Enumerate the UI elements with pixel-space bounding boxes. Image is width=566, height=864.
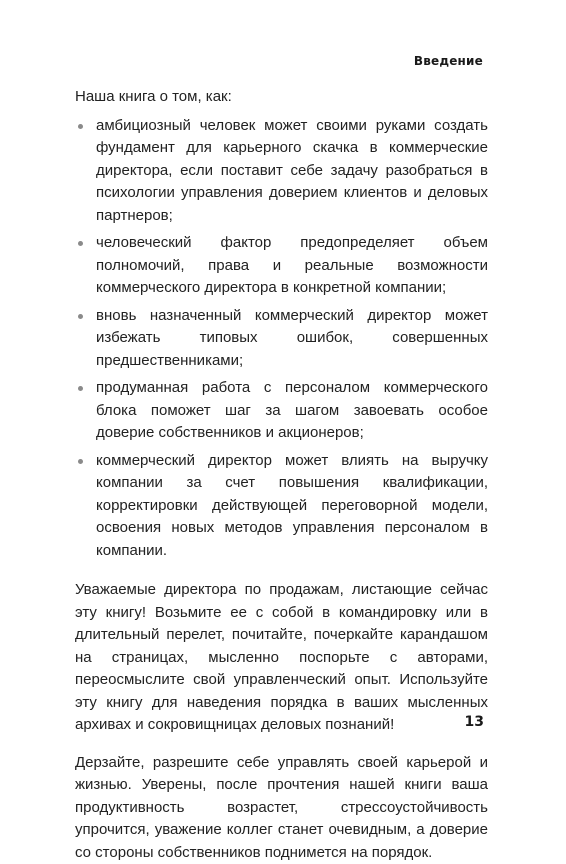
paragraph: Уважаемые директора по продажам, листающие сейчас эту книгу! Возьмите ее с собой в командировку или в длительный перелет, почитайте, почеркайте карандашом на страницах, мысленно поспорьте с авторами, переосмыслите свой управленческий опыт. Используйте эту книгу для наведения порядка в ваших мысленных архивах и сокровищницах деловых познаний! bbox=[75, 579, 488, 737]
page-body bbox=[75, 86, 488, 864]
intro-line: Наша книга о том, как: bbox=[75, 86, 488, 109]
running-head: Введение bbox=[414, 54, 483, 68]
bullet-list bbox=[75, 115, 488, 563]
bullet-item: человеческий фактор предопределяет объем полномочий, права и реальные возможности коммерческого директора в конкретной компании; bbox=[96, 232, 488, 300]
page-number: 13 bbox=[465, 714, 484, 730]
bullet-item: амбициозный человек может своими руками создать фундамент для карьерного скачка в коммерческие директора, если поставит себе задачу разобраться в психологии управления доверием клиентов и деловых партнеров; bbox=[96, 115, 488, 228]
paragraph: Дерзайте, разрешите себе управлять своей карьерой и жизнью. Уверены, после прочтения нашей книги ваша продуктивность возрастет, стрессоустойчивость упрочится, уважение коллег станет очевидным, а доверие со стороны собственников поднимется на порядок. bbox=[75, 752, 488, 864]
bullet-item: продуманная работа с персоналом коммерческого блока поможет шаг за шагом завоевать особое доверие собственников и акционеров; bbox=[96, 377, 488, 445]
bullet-item: коммерческий директор может влиять на выручку компании за счет повышения квалификации, корректировки действующей переговорной модели, освоения новых методов управления персоналом в компании. bbox=[96, 450, 488, 563]
bullet-item: вновь назначенный коммерческий директор может избежать типовых ошибок, совершенных предшественниками; bbox=[96, 305, 488, 373]
